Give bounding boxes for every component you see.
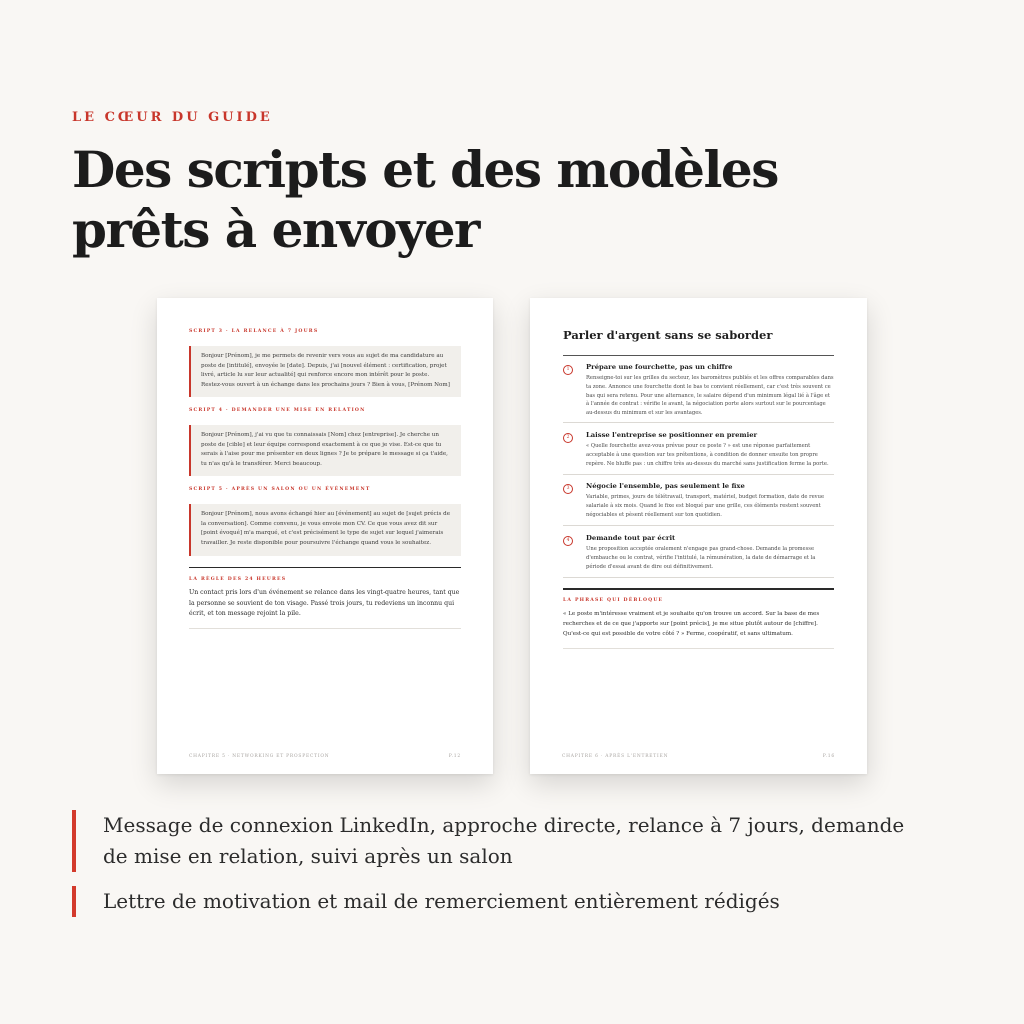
divider [563,422,834,423]
script-box: Bonjour [Prénom], je me permets de revenir vers vous au sujet de ma candidature au poste de [intitulé], envoyée le [date]. Depuis, j'ai [nouvel élément : certification, projet livré, article lu sur leur actualité] qui renforce encore mon intérêt pour le poste. Restez-vous ouvert à un échange dans les prochains jours ? Bien à vous, [Prénom Nom] [189,346,461,397]
step-title: Prépare une fourchette, pas un chiffre [586,363,733,371]
divider [189,567,461,568]
headline: Des scripts et des modèles prêts à envoyer [72,140,778,259]
rule-text: Un contact pris lors d'un événement se relance dans les vingt-quatre heures, tant que la personne se souvient de ton visage. Passé trois jours, tu redeviens un inconnu qui écrit, et ton message rejoint la pile. [189,589,460,617]
divider [563,577,834,578]
page-preview-scripts [157,298,493,774]
script-box: Bonjour [Prénom], j'ai vu que tu connaissais [Nom] chez [entreprise]. Je cherche un poste de [cible] et leur équipe correspond exactement à ce que je vise. Est-ce que tu serais à l'aise pour me présenter en deux lignes ? Je te prépare le message si ça t'aide, tu n'as qu'à le transférer. Merci beaucoup. [189,425,461,476]
step-number: 3 [563,484,573,494]
step-body: Une proposition acceptée oralement n'engage pas grand-chose. Demande la promesse d'embauche ou le contrat, vérifie l'intitulé, la rémunération, la date de démarrage et la période d'essai avant de dire oui définitivement. [586,546,816,570]
eyebrow-label: LE CŒUR DU GUIDE [72,110,273,125]
step-body: « Quelle fourchette avez-vous prévue pour ce poste ? » est une réponse parfaitement acceptable à une question sur tes prétentions, à condition de donner ensuite ton propre repère. Ne bluffe pas : un chiffre très au-dessus du marché sans justification ferme la porte. [586,443,829,467]
page-preview-negotiation [530,298,867,774]
divider [563,648,834,649]
feature-bullet: Lettre de motivation et mail de remerciement entièrement rédigés [72,886,932,917]
step-number: 2 [563,433,573,443]
step-number: 4 [563,536,573,546]
page-footer-chapter: CHAPITRE 5 · NETWORKING ET PROSPECTION [189,754,330,759]
script-label: SCRIPT 5 · APRÈS UN SALON OU UN ÉVÉNEMENT [189,487,371,492]
script-label: SCRIPT 3 · LA RELANCE À 7 JOURS [189,329,319,334]
step-body: Renseigne-toi sur les grilles du secteur, les baromètres publiés et les offres comparables dans ta zone. Annonce une fourchette dont le bas te convient réellement, car c'est très souvent ce bas qui sera retenu. Pour une alternance, le salaire dépend d'un minimum légal lié à l'âge et à l'année de contrat : vérifie le avant, la négociation porte alors surtout sur le pourcentage au-dessus du minimum et sur les avantages. [586,375,834,417]
divider [563,355,834,356]
divider [563,525,834,526]
page-heading: Parler d'argent sans se saborder [563,328,773,342]
step-title: Laisse l'entreprise se positionner en premier [586,431,758,439]
page-footer-chapter: CHAPITRE 6 · APRÈS L'ENTRETIEN [562,754,669,759]
step-title: Demande tout par écrit [586,534,676,542]
phrase-title: LA PHRASE QUI DÉBLOQUE [563,598,664,603]
step-number: 1 [563,365,573,375]
divider [189,628,461,629]
step-body: Variable, primes, jours de télétravail, transport, matériel, budget formation, date de revue salariale à six mois. Quand le fixe est bloqué par une grille, ces éléments restent souvent négociables et pèsent réellement sur ton quotidien. [586,494,825,518]
rule-title: LA RÈGLE DES 24 HEURES [189,577,287,582]
phrase-text: « Le poste m'intéresse vraiment et je souhaite qu'on trouve un accord. Sur la base de mes recherches et de ce que j'apporte sur [point précis], je me situe plutôt autour de [chiffre]. Qu'est-ce qui est possible de votre côté ? » Ferme, coopératif, et sans ultimatum. [563,611,820,637]
feature-bullet: Message de connexion LinkedIn, approche directe, relance à 7 jours, demande de mise en relation, suivi après un salon [72,810,932,872]
script-box: Bonjour [Prénom], nous avons échangé hier au [événement] au sujet de [sujet précis de la conversation]. Comme convenu, je vous envoie mon CV. Ce que vous avez dit sur [point évoqué] m'a marqué, et c'est précisément le type de sujet sur lequel j'aimerais travailler. Je reste disponible pour poursuivre l'échange quand vous le souhaitez. [189,504,461,556]
page-number: P.16 [822,754,835,759]
page-number: P.12 [448,754,461,759]
divider [563,474,834,475]
step-title: Négocie l'ensemble, pas seulement le fixe [586,482,745,490]
script-label: SCRIPT 4 · DEMANDER UNE MISE EN RELATION [189,408,366,413]
divider [563,588,834,590]
